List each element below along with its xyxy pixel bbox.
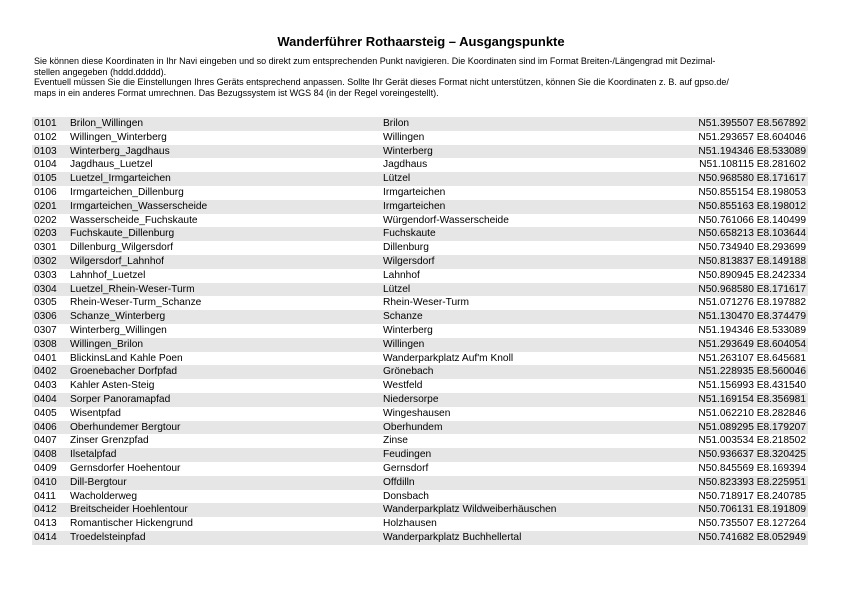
cell-id: 0409 xyxy=(32,462,68,476)
cell-location: Westfeld xyxy=(381,379,681,393)
table-row xyxy=(32,434,808,448)
cell-coordinates: N50.823393 E8.225951 xyxy=(681,476,808,490)
cell-location: Wingeshausen xyxy=(381,407,681,421)
table-row xyxy=(32,490,808,504)
cell-id: 0104 xyxy=(32,158,68,172)
cell-coordinates: N51.108115 E8.281602 xyxy=(681,158,808,172)
intro-line: maps in ein anderes Format umrechnen. Das Bezugssystem ist WGS 84 (in der Regel voreingestellt). xyxy=(34,87,439,98)
cell-coordinates: N50.890945 E8.242334 xyxy=(681,269,808,283)
cell-id: 0301 xyxy=(32,241,68,255)
cell-route-name: Irmgarteichen_Dillenburg xyxy=(68,186,381,200)
cell-id: 0305 xyxy=(32,296,68,310)
cell-coordinates: N51.169154 E8.356981 xyxy=(681,393,808,407)
table-row xyxy=(32,296,808,310)
cell-id: 0414 xyxy=(32,531,68,545)
table-row xyxy=(32,324,808,338)
cell-location: Winterberg xyxy=(381,145,681,159)
table-row xyxy=(32,227,808,241)
cell-route-name: Breitscheider Hoehlentour xyxy=(68,503,381,517)
cell-route-name: Schanze_Winterberg xyxy=(68,310,381,324)
cell-location: Willingen xyxy=(381,131,681,145)
table-row xyxy=(32,145,808,159)
cell-id: 0106 xyxy=(32,186,68,200)
table-row xyxy=(32,214,808,228)
cell-location: Jagdhaus xyxy=(381,158,681,172)
intro-text xyxy=(34,56,808,98)
cell-coordinates: N50.718917 E8.240785 xyxy=(681,490,808,504)
cell-route-name: Oberhundemer Bergtour xyxy=(68,421,381,435)
cell-location: Niedersorpe xyxy=(381,393,681,407)
cell-location: Grönebach xyxy=(381,365,681,379)
cell-id: 0304 xyxy=(32,283,68,297)
cell-coordinates: N50.845569 E8.169394 xyxy=(681,462,808,476)
cell-coordinates: N50.813837 E8.149188 xyxy=(681,255,808,269)
cell-route-name: Luetzel_Rhein-Weser-Turm xyxy=(68,283,381,297)
table-row xyxy=(32,517,808,531)
cell-location: Fuchskaute xyxy=(381,227,681,241)
starting-points-rows xyxy=(32,117,808,545)
cell-id: 0403 xyxy=(32,379,68,393)
cell-location: Lützel xyxy=(381,172,681,186)
cell-location: Oberhundem xyxy=(381,421,681,435)
table-row xyxy=(32,476,808,490)
cell-id: 0404 xyxy=(32,393,68,407)
cell-route-name: Dillenburg_Wilgersdorf xyxy=(68,241,381,255)
cell-location: Offdilln xyxy=(381,476,681,490)
cell-coordinates: N51.089295 E8.179207 xyxy=(681,421,808,435)
cell-route-name: Willingen_Brilon xyxy=(68,338,381,352)
cell-route-name: Troedelsteinpfad xyxy=(68,531,381,545)
cell-location: Wilgersdorf xyxy=(381,255,681,269)
starting-points-table xyxy=(32,117,808,545)
cell-coordinates: N51.062210 E8.282846 xyxy=(681,407,808,421)
table-row xyxy=(32,269,808,283)
cell-route-name: Groenebacher Dorfpfad xyxy=(68,365,381,379)
cell-id: 0201 xyxy=(32,200,68,214)
cell-id: 0203 xyxy=(32,227,68,241)
cell-route-name: Gernsdorfer Hoehentour xyxy=(68,462,381,476)
cell-id: 0202 xyxy=(32,214,68,228)
cell-location: Brilon xyxy=(381,117,681,131)
cell-route-name: Wasserscheide_Fuchskaute xyxy=(68,214,381,228)
table-row xyxy=(32,172,808,186)
cell-id: 0411 xyxy=(32,490,68,504)
table-row xyxy=(32,117,808,131)
cell-id: 0402 xyxy=(32,365,68,379)
table-row xyxy=(32,283,808,297)
cell-location: Lützel xyxy=(381,283,681,297)
table-row xyxy=(32,448,808,462)
cell-route-name: Winterberg_Willingen xyxy=(68,324,381,338)
cell-route-name: Wisentpfad xyxy=(68,407,381,421)
cell-id: 0105 xyxy=(32,172,68,186)
cell-route-name: Rhein-Weser-Turm_Schanze xyxy=(68,296,381,310)
cell-id: 0102 xyxy=(32,131,68,145)
cell-location: Würgendorf-Wasserscheide xyxy=(381,214,681,228)
cell-coordinates: N50.855163 E8.198012 xyxy=(681,200,808,214)
cell-id: 0406 xyxy=(32,421,68,435)
page-title: Wanderführer Rothaarsteig – Ausgangspunkte xyxy=(277,34,565,49)
cell-location: Dillenburg xyxy=(381,241,681,255)
cell-route-name: Luetzel_Irmgarteichen xyxy=(68,172,381,186)
cell-coordinates: N50.741682 E8.052949 xyxy=(681,531,808,545)
cell-location: Willingen xyxy=(381,338,681,352)
cell-coordinates: N51.263107 E8.645681 xyxy=(681,352,808,366)
cell-route-name: Dill-Bergtour xyxy=(68,476,381,490)
table-row xyxy=(32,131,808,145)
cell-route-name: BlickinsLand Kahle Poen xyxy=(68,352,381,366)
cell-route-name: Wacholderweg xyxy=(68,490,381,504)
cell-route-name: Zinser Grenzpfad xyxy=(68,434,381,448)
cell-route-name: Wilgersdorf_Lahnhof xyxy=(68,255,381,269)
cell-location: Wanderparkplatz Buchhellertal xyxy=(381,531,681,545)
cell-id: 0307 xyxy=(32,324,68,338)
table-row xyxy=(32,158,808,172)
intro-line: stellen angegeben (hddd.ddddd). xyxy=(34,66,167,77)
cell-route-name: Brilon_Willingen xyxy=(68,117,381,131)
intro-line: Sie können diese Koordinaten in Ihr Navi eingeben und so direkt zum entsprechenden Punkt navigieren. Die Koordinaten sind im Format Breiten-/Längengrad mit Dezimal- xyxy=(34,56,716,66)
cell-location: Wanderparkplatz Auf'm Knoll xyxy=(381,352,681,366)
cell-location: Gernsdorf xyxy=(381,462,681,476)
cell-location: Irmgarteichen xyxy=(381,186,681,200)
table-row xyxy=(32,352,808,366)
cell-id: 0405 xyxy=(32,407,68,421)
cell-coordinates: N51.156993 E8.431540 xyxy=(681,379,808,393)
cell-id: 0410 xyxy=(32,476,68,490)
cell-location: Schanze xyxy=(381,310,681,324)
cell-coordinates: N51.194346 E8.533089 xyxy=(681,145,808,159)
cell-location: Wanderparkplatz Wildweiberhäuschen xyxy=(381,503,681,517)
cell-coordinates: N51.130470 E8.374479 xyxy=(681,310,808,324)
cell-route-name: Fuchskaute_Dillenburg xyxy=(68,227,381,241)
cell-id: 0407 xyxy=(32,434,68,448)
table-row xyxy=(32,393,808,407)
cell-coordinates: N51.293649 E8.604054 xyxy=(681,338,808,352)
cell-coordinates: N50.735507 E8.127264 xyxy=(681,517,808,531)
cell-location: Irmgarteichen xyxy=(381,200,681,214)
table-row xyxy=(32,310,808,324)
table-row xyxy=(32,338,808,352)
table-row xyxy=(32,503,808,517)
cell-id: 0308 xyxy=(32,338,68,352)
cell-route-name: Ilsetalpfad xyxy=(68,448,381,462)
cell-route-name: Sorper Panoramapfad xyxy=(68,393,381,407)
cell-route-name: Willingen_Winterberg xyxy=(68,131,381,145)
cell-route-name: Kahler Asten-Steig xyxy=(68,379,381,393)
table-row xyxy=(32,462,808,476)
cell-id: 0302 xyxy=(32,255,68,269)
cell-location: Rhein-Weser-Turm xyxy=(381,296,681,310)
cell-coordinates: N51.003534 E8.218502 xyxy=(681,434,808,448)
table-row xyxy=(32,421,808,435)
intro-line: Eventuell müssen Sie die Einstellungen Ihres Geräts entsprechend anpassen. Sollte Ihr Gerät dieses Format nicht unterstützen, können Sie die Koordinaten z. B. auf gpso.de/ xyxy=(34,77,729,88)
cell-route-name: Irmgarteichen_Wasserscheide xyxy=(68,200,381,214)
cell-id: 0401 xyxy=(32,352,68,366)
cell-id: 0408 xyxy=(32,448,68,462)
cell-route-name: Jagdhaus_Luetzel xyxy=(68,158,381,172)
cell-coordinates: N50.658213 E8.103644 xyxy=(681,227,808,241)
cell-coordinates: N50.761066 E8.140499 xyxy=(681,214,808,228)
cell-location: Feudingen xyxy=(381,448,681,462)
cell-coordinates: N51.194346 E8.533089 xyxy=(681,324,808,338)
cell-coordinates: N50.706131 E8.191809 xyxy=(681,503,808,517)
table-row xyxy=(32,531,808,545)
cell-location: Holzhausen xyxy=(381,517,681,531)
cell-coordinates: N51.071276 E8.197882 xyxy=(681,296,808,310)
cell-location: Zinse xyxy=(381,434,681,448)
table-row xyxy=(32,365,808,379)
cell-route-name: Romantischer Hickengrund xyxy=(68,517,381,531)
table-row xyxy=(32,255,808,269)
cell-id: 0103 xyxy=(32,145,68,159)
cell-route-name: Lahnhof_Luetzel xyxy=(68,269,381,283)
table-row xyxy=(32,379,808,393)
cell-coordinates: N50.855154 E8.198053 xyxy=(681,186,808,200)
cell-location: Donsbach xyxy=(381,490,681,504)
cell-coordinates: N51.228935 E8.560046 xyxy=(681,365,808,379)
cell-id: 0413 xyxy=(32,517,68,531)
cell-id: 0303 xyxy=(32,269,68,283)
table-row xyxy=(32,241,808,255)
cell-coordinates: N50.734940 E8.293699 xyxy=(681,241,808,255)
table-row xyxy=(32,200,808,214)
cell-location: Lahnhof xyxy=(381,269,681,283)
cell-coordinates: N51.293657 E8.604046 xyxy=(681,131,808,145)
cell-route-name: Winterberg_Jagdhaus xyxy=(68,145,381,159)
table-row xyxy=(32,407,808,421)
cell-coordinates: N50.936637 E8.320425 xyxy=(681,448,808,462)
cell-coordinates: N51.395507 E8.567892 xyxy=(681,117,808,131)
cell-id: 0306 xyxy=(32,310,68,324)
cell-coordinates: N50.968580 E8.171617 xyxy=(681,283,808,297)
cell-location: Winterberg xyxy=(381,324,681,338)
cell-id: 0101 xyxy=(32,117,68,131)
cell-id: 0412 xyxy=(32,503,68,517)
cell-coordinates: N50.968580 E8.171617 xyxy=(681,172,808,186)
table-row xyxy=(32,186,808,200)
